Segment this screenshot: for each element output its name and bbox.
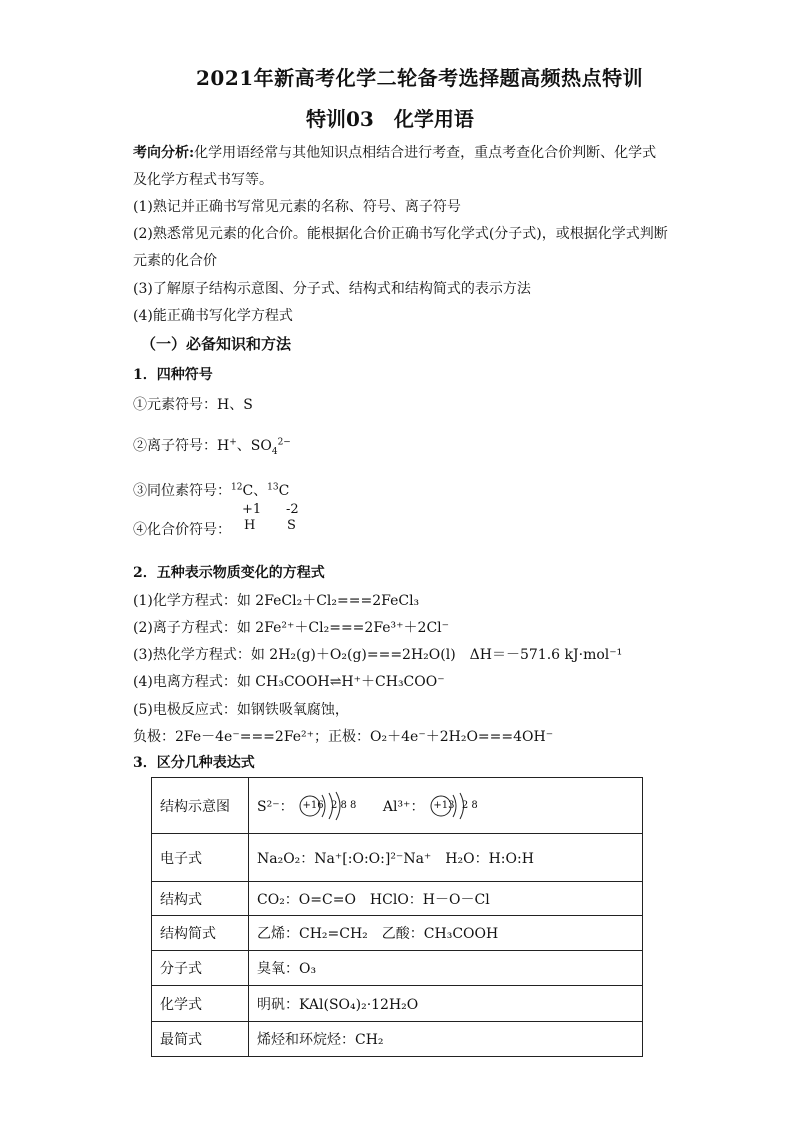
row-value [249, 778, 643, 834]
row-value: 烯烃和环烷烃：CH₂ [249, 1022, 643, 1057]
valence-h: H [244, 518, 256, 533]
row-value: 明矾：KAl(SO₄)₂·12H₂O [249, 986, 643, 1022]
row-key: 电子式 [152, 834, 249, 882]
table-row [152, 778, 643, 834]
valence-s: S [287, 518, 296, 533]
section-heading: （一）必备知识和方法 [141, 335, 292, 353]
table-row [152, 986, 643, 1022]
equation-1: (1)化学方程式：如 2FeCl₂＋Cl₂===2FeCl₃ [133, 593, 420, 609]
ion-plus: + [229, 437, 237, 448]
row-value: 乙烯：CH₂=CH₂ 乙酸：CH₃COOH [249, 916, 643, 951]
table-row [152, 1022, 643, 1057]
isotope-symbols [133, 481, 289, 501]
ion-sup: 2− [277, 437, 291, 448]
intro-point-3: (3)了解原子结构示意图、分子式、结构式和结构简式的表示方法 [133, 281, 531, 297]
intro-line-2: 及化学方程式书写等。 [133, 172, 273, 188]
iso-c-2: C [278, 483, 290, 499]
row-key: 结构示意图 [152, 778, 249, 834]
valence-h-top: +1 [242, 502, 262, 517]
subheading-equations: 2．五种表示物质变化的方程式 [133, 565, 325, 581]
intro-point-1: (1)熟记并正确书写常见元素的名称、符号、离子符号 [133, 199, 461, 215]
intro-point-2-cont: 元素的化合价 [133, 253, 217, 269]
equation-6: 负极：2Fe－4e⁻===2Fe²⁺；正极：O₂＋4e⁻＋2H₂O===4OH⁻ [133, 729, 554, 745]
page-subtitle: 特训03 化学用语 [306, 107, 474, 131]
equation-5: (5)电极反应式：如钢铁吸氧腐蚀， [133, 702, 349, 718]
valence-s-top: -2 [286, 502, 299, 517]
iso-c-1: C、 [242, 483, 268, 499]
iso-mass-2: 13 [267, 482, 279, 493]
s-shells: 2 8 8 [330, 800, 357, 811]
subheading-expressions: 3．区分几种表达式 [133, 755, 255, 771]
intro-point-2: (2)熟悉常见元素的化合价。能根据化合价正确书写化学式(分子式)，或根据化学式判断 [133, 226, 668, 242]
row-key: 分子式 [152, 951, 249, 986]
table-row [152, 882, 643, 916]
al-shells: 2 8 [461, 800, 478, 811]
s-ion-label: S²⁻： [257, 798, 294, 815]
equation-4: (4)电离方程式：如 CH₃COOH⇌H⁺＋CH₃COO⁻ [133, 674, 445, 690]
ion-sub: 4 [271, 446, 278, 457]
row-value: 臭氧：O₃ [249, 951, 643, 986]
table-row [152, 834, 643, 882]
page-title: 2021年新高考化学二轮备考选择题高频热点特训 [196, 66, 644, 90]
row-key: 最简式 [152, 1022, 249, 1057]
intro-label: 考向分析: [133, 145, 195, 161]
table-row [152, 916, 643, 951]
row-key: 结构式 [152, 882, 249, 916]
row-key: 化学式 [152, 986, 249, 1022]
ion-prefix: ②离子符号：H [133, 438, 230, 454]
s-nucleus: +16 [302, 800, 324, 811]
intro-point-4: (4)能正确书写化学方程式 [133, 308, 293, 324]
intro-line-1 [133, 143, 656, 163]
equation-2: (2)离子方程式：如 2Fe²⁺＋Cl₂===2Fe³⁺＋2Cl⁻ [133, 620, 450, 636]
ion-symbols [133, 436, 291, 456]
element-symbols: ①元素符号：H、S [133, 397, 253, 413]
equation-3: (3)热化学方程式：如 2H₂(g)＋O₂(g)===2H₂O(l) ΔH＝－571.6 kJ·mol⁻¹ [133, 647, 623, 663]
valence-symbols: ④化合价符号： [133, 522, 231, 538]
al-nucleus: +13 [433, 800, 455, 811]
iso-prefix: ③同位素符号： [133, 483, 231, 499]
ion-sep: 、SO [236, 438, 272, 454]
table-row [152, 951, 643, 986]
row-value: CO₂：O=C=O HClO：H－O－Cl [249, 882, 643, 916]
row-key: 结构简式 [152, 916, 249, 951]
intro-text-1: 化学用语经常与其他知识点相结合进行考查，重点考查化合价判断、化学式 [194, 145, 657, 161]
expression-table [151, 777, 643, 1057]
al-ion-label: Al³⁺： [382, 798, 425, 815]
subheading-four-symbols: 1．四种符号 [133, 367, 213, 383]
row-value: Na₂O₂：Na⁺[:O:O:]²⁻Na⁺ H₂O：H:O:H [249, 834, 643, 882]
iso-mass-1: 12 [231, 482, 243, 493]
